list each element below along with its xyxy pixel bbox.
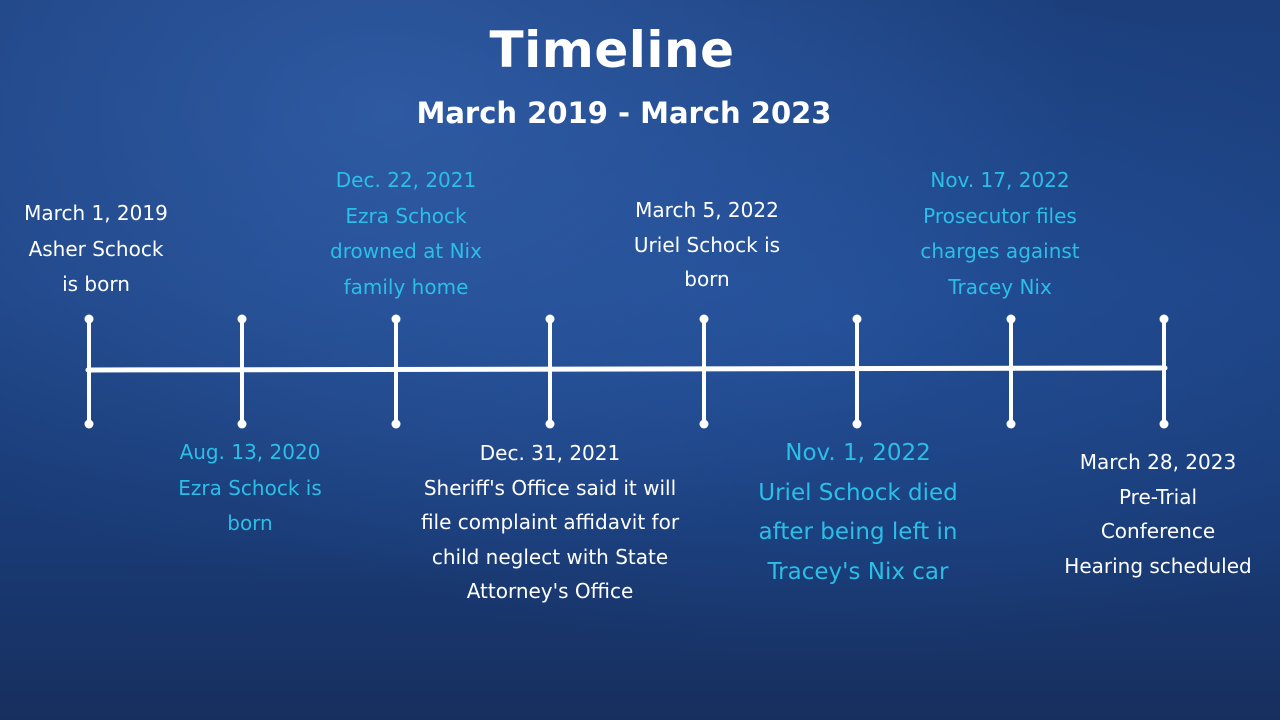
- timeline-event-8: [1054, 445, 1262, 583]
- event-text-line: Tracey's Nix car: [767, 558, 949, 585]
- page-title: Timeline: [489, 21, 735, 79]
- event-text-line: Uriel Schock died: [758, 479, 958, 506]
- event-text-line: drowned at Nix: [330, 239, 482, 263]
- tick-6-bottom-dot: [853, 420, 862, 429]
- event-text-line: Conference: [1100, 519, 1216, 543]
- event-text-line: Uriel Schock is: [633, 232, 781, 257]
- tick-3-top-dot: [392, 315, 401, 324]
- tick-1-top-dot: [85, 315, 94, 324]
- timeline-event-2: [150, 435, 350, 542]
- timeline-event-1: [6, 196, 186, 303]
- event-text-line: born: [227, 511, 273, 535]
- timeline-event-3: [306, 163, 506, 305]
- event-date: Aug. 13, 2020: [179, 440, 321, 464]
- event-text-line: Ezra Schock is: [178, 475, 322, 500]
- tick-7-bottom-dot: [1007, 420, 1016, 429]
- timeline-event-4: [400, 436, 700, 609]
- event-text-line: Pre-Trial: [1118, 484, 1198, 509]
- event-text-line: Asher Schock: [28, 236, 164, 261]
- event-text-line: after being left in: [758, 519, 958, 545]
- event-text-line: Hearing scheduled: [1064, 553, 1252, 578]
- tick-6-top-dot: [853, 315, 862, 324]
- tick-1-bottom-dot: [85, 420, 94, 429]
- timeline-event-5: [607, 193, 807, 297]
- event-text-line: child neglect with State: [431, 544, 669, 569]
- event-date: March 5, 2022: [635, 198, 779, 222]
- tick-2-bottom-dot: [238, 420, 247, 429]
- event-date: Dec. 22, 2021: [335, 168, 477, 192]
- page-subtitle: March 2019 - March 2023: [416, 96, 832, 130]
- tick-5-bottom-dot: [700, 420, 709, 429]
- event-text-line: Ezra Schock: [345, 203, 467, 228]
- event-date: March 1, 2019: [24, 201, 168, 225]
- event-date: Nov. 1, 2022: [785, 440, 931, 466]
- event-date: Dec. 31, 2021: [479, 441, 621, 465]
- tick-4-top-dot: [546, 315, 555, 324]
- tick-4-bottom-dot: [546, 420, 555, 429]
- event-date: Nov. 17, 2022: [930, 168, 1070, 192]
- event-text-line: Prosecutor files: [923, 203, 1077, 228]
- event-text-line: Sheriff's Office said it will: [423, 475, 677, 500]
- event-text-line: family home: [343, 274, 469, 299]
- event-text-line: is born: [62, 272, 130, 296]
- event-text-line: Attorney's Office: [466, 579, 634, 603]
- tick-8-top-dot: [1160, 315, 1169, 324]
- timeline-axis: [88, 368, 1165, 370]
- timeline-event-7: [900, 163, 1100, 305]
- event-date: March 28, 2023: [1079, 450, 1237, 474]
- tick-5-top-dot: [700, 315, 709, 324]
- tick-2-top-dot: [238, 315, 247, 324]
- event-text-line: Tracey Nix: [948, 274, 1052, 299]
- tick-3-bottom-dot: [392, 420, 401, 429]
- event-text-line: born: [684, 267, 730, 291]
- timeline-event-6: [738, 434, 978, 592]
- event-text-line: file complaint affidavit for: [420, 510, 680, 534]
- tick-8-bottom-dot: [1160, 420, 1169, 429]
- event-text-line: charges against: [920, 239, 1080, 263]
- tick-7-top-dot: [1007, 315, 1016, 324]
